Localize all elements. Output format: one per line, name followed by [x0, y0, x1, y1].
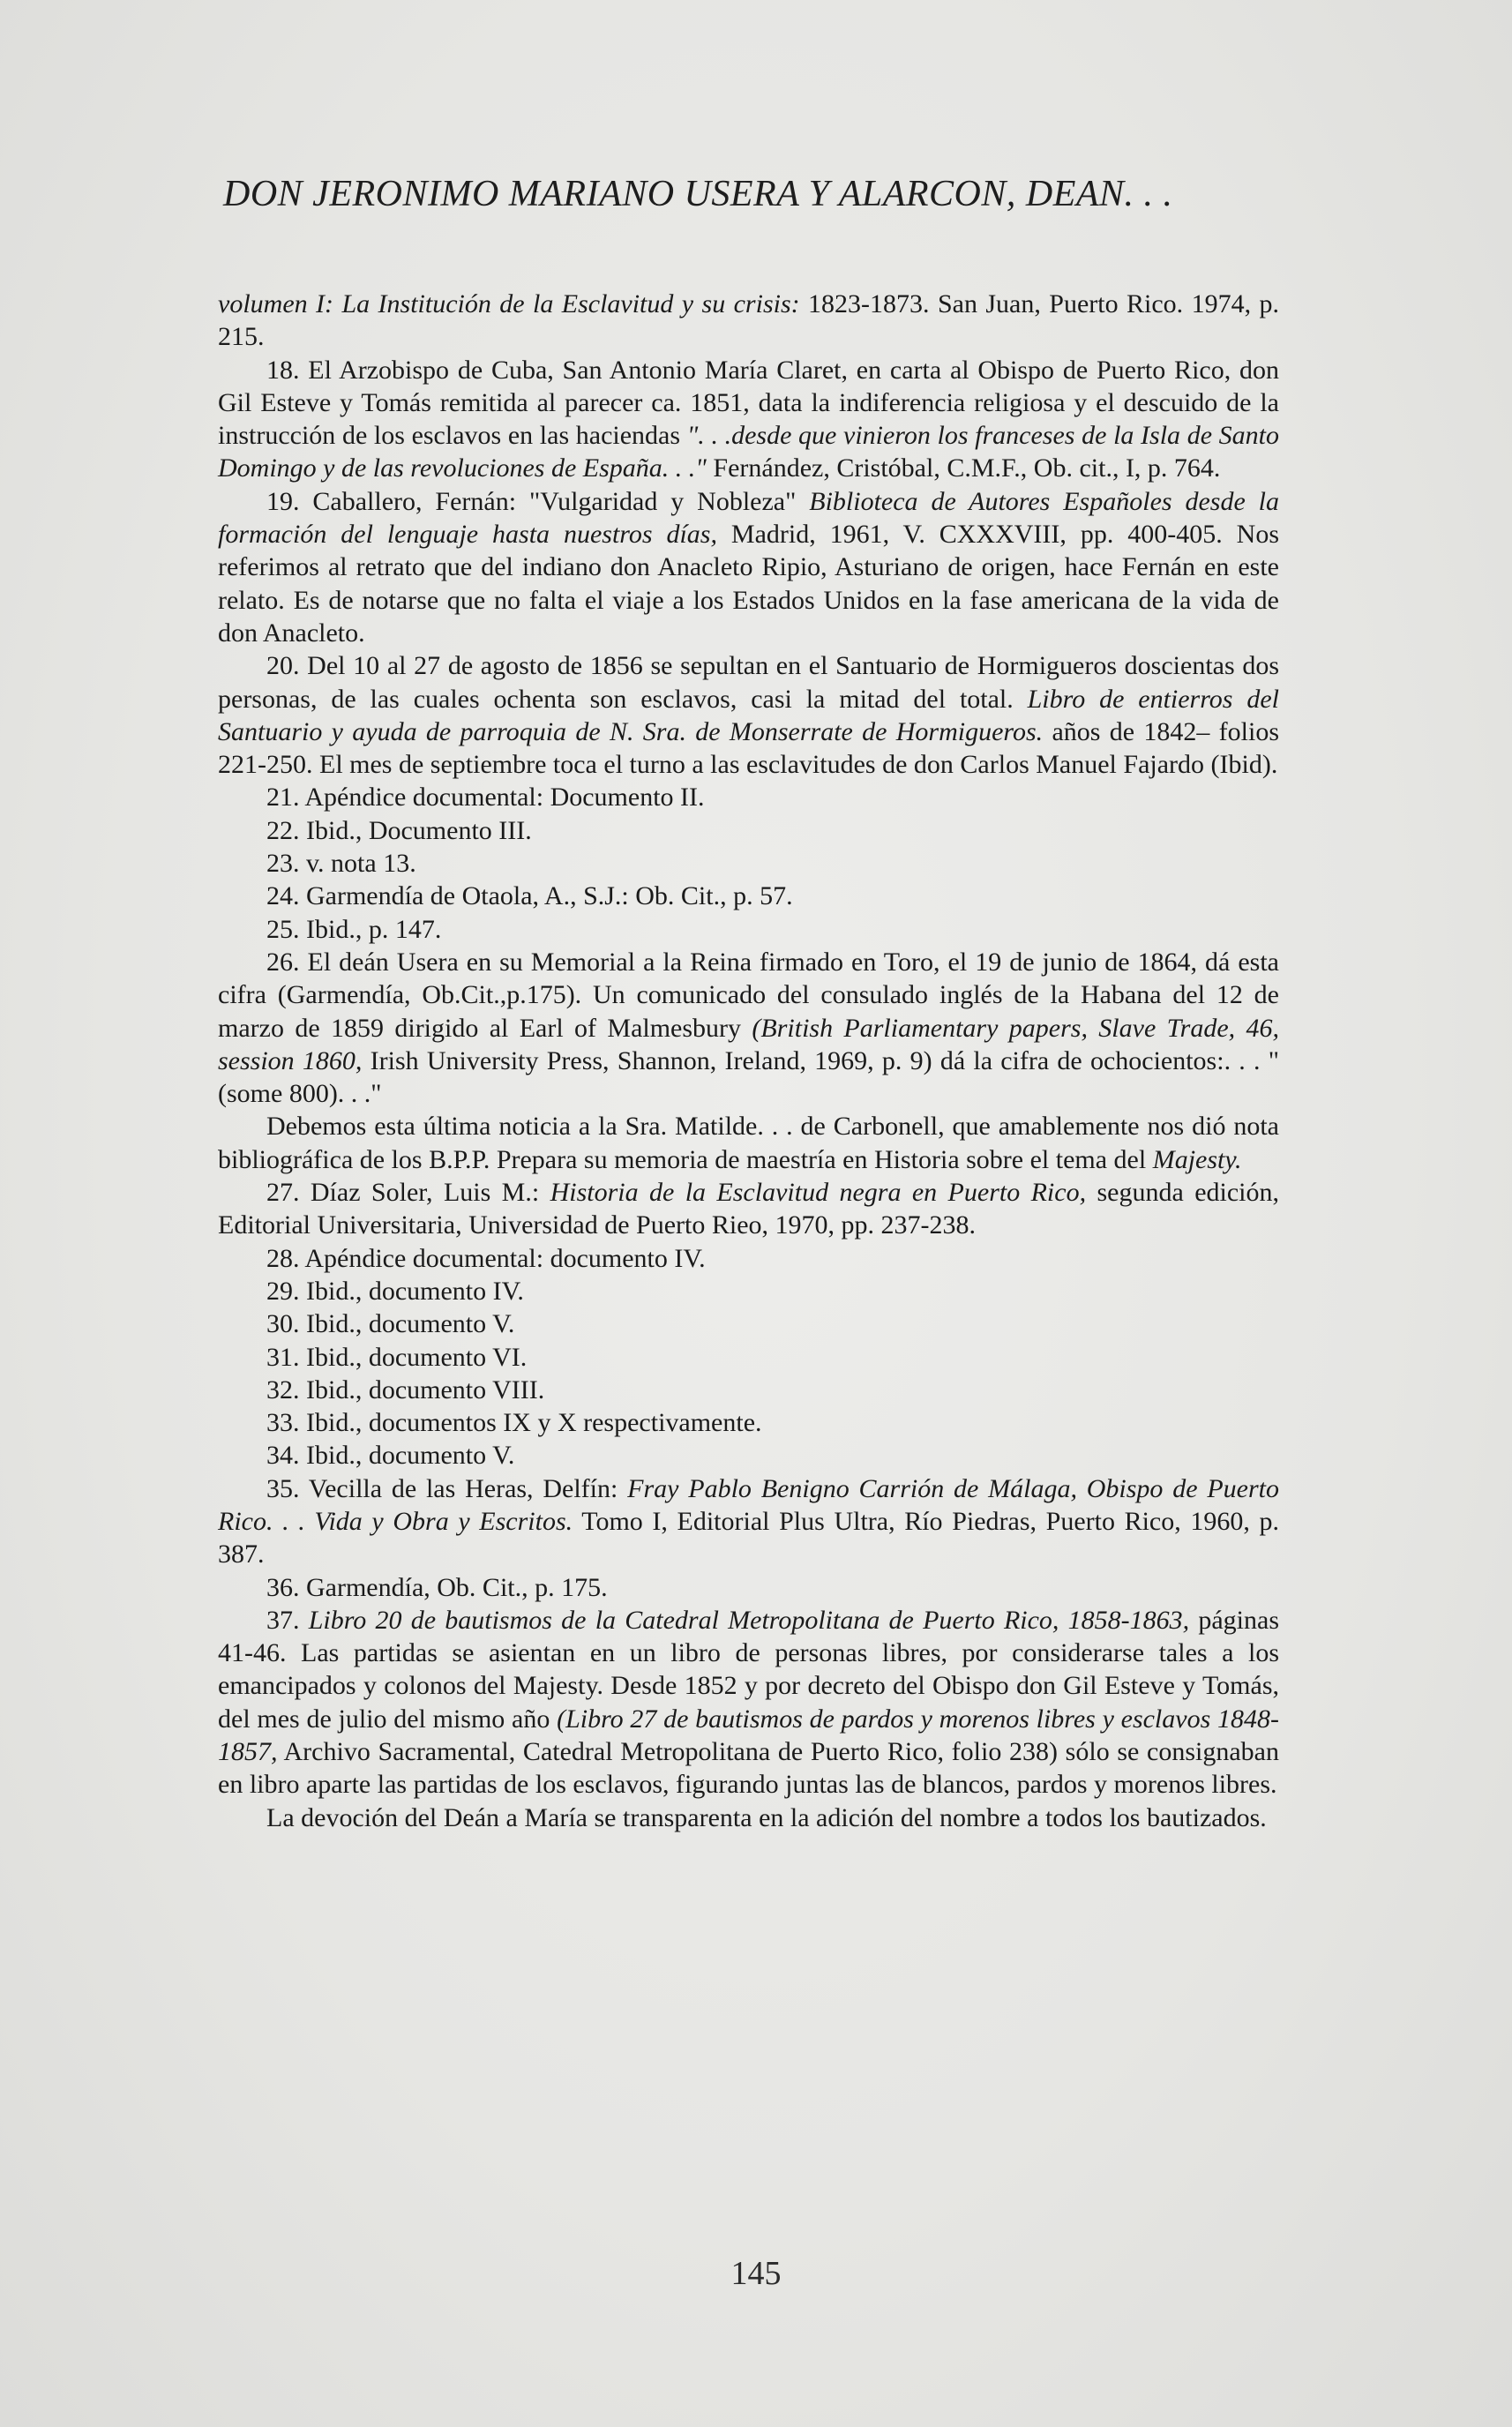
page-number: 145 [730, 2255, 782, 2292]
note-paragraph: 22. Ibid., Documento III. [266, 815, 532, 845]
note-paragraph: 20. Del 10 al 27 de agosto de 1856 se sepultan en el Santuario de Hormigueros doscientas dos personas, de las cuales ochenta son esclavos, casi la mitad del total. Libro de entierros del Santuario y ayuda de parroquia de N. Sra. de Monserrate de Hormigueros. años de 1842– folios 221-250. El mes de septiembre toca el turno a las esclavitudes de don Carlos Manuel Fajardo (Ibid). [218, 651, 1279, 780]
notes-body [218, 288, 1279, 1834]
note-paragraph: 21. Apéndice documental: Documento II. [266, 783, 705, 813]
note-paragraph: 35. Vecilla de las Heras, Delfín: Fray Pablo Benigno Carrión de Málaga, Obispo de Puerto Rico. . . Vida y Obra y Escritos. Tomo I, Editorial Plus Ultra, Río Piedras, Puerto Rico, 1960, p. 387. [218, 1473, 1280, 1569]
note-paragraph: 32. Ibid., documento VIII. [266, 1375, 545, 1405]
note-paragraph: 25. Ibid., p. 147. [266, 914, 442, 944]
running-head: DON JERONIMO MARIANO USERA Y ALARCON, DEAN. . . [223, 174, 1173, 214]
note-paragraph: 28. Apéndice documental: documento IV. [266, 1243, 706, 1273]
note-paragraph: La devoción del Deán a María se transparenta en la adición del nombre a todos los bautizados. [266, 1802, 1267, 1832]
note-paragraph: 31. Ibid., documento VI. [266, 1342, 528, 1372]
note-paragraph: 23. v. nota 13. [266, 849, 416, 879]
note-paragraph: 33. Ibid., documentos IX y X respectivamente. [266, 1408, 762, 1438]
note-paragraph: 30. Ibid., documento V. [266, 1309, 515, 1339]
note-paragraph: 36. Garmendía, Ob. Cit., p. 175. [266, 1572, 608, 1602]
note-paragraph: 29. Ibid., documento IV. [266, 1276, 524, 1306]
note-paragraph: Debemos esta última noticia a la Sra. Matilde. . . de Carbonell, que amablemente nos dió nota bibliográfica de los B.P.P. Prepara su memoria de maestría en Historia sobre el tema del Majesty. [218, 1112, 1279, 1174]
note-paragraph: 34. Ibid., documento V. [266, 1441, 515, 1471]
note-paragraph: 26. El deán Usera en su Memorial a la Reina firmado en Toro, el 19 de junio de 1864, dá esta cifra (Garmendía, Ob.Cit.,p.175). Un comunicado del consulado inglés de la Habana del 12 de marzo de 1859 dirigido al Earl of Malmesbury (British Parliamentary papers, Slave Trade, 46, session 1860, Irish University Press, Shannon, Ireland, 1969, p. 9) dá la cifra de ochocientos:. . . "(some 800). . ." [218, 947, 1280, 1109]
note-paragraph: 18. El Arzobispo de Cuba, San Antonio María Claret, en carta al Obispo de Puerto Rico, don Gil Esteve y Tomás remitida al parecer ca. 1851, data la indiferencia religiosa y el descuido de la instrucción de los esclavos en las haciendas ". . .desde que vinieron los franceses de la Isla de Santo Domingo y de las revoluciones de España. . ." Fernández, Cristóbal, C.M.F., Ob. cit., I, p. 764. [218, 355, 1280, 483]
note-paragraph: 19. Caballero, Fernán: "Vulgaridad y Nobleza" Biblioteca de Autores Españoles desde la formación del lenguaje hasta nuestros días, Madrid, 1961, V. CXXXVIII, pp. 400-405. Nos referimos al retrato que del indiano don Anacleto Ripio, Asturiano de origen, hace Fernán en este relato. Es de notarse que no falta el viaje a los Estados Unidos en la fase americana de la vida de don Anacleto. [218, 486, 1279, 648]
note-paragraph: volumen I: La Institución de la Esclavitud y su crisis: 1823-1873. San Juan, Puerto Rico. 1974, p. 215. [218, 289, 1279, 352]
note-paragraph: 37. Libro 20 de bautismos de la Catedral Metropolitana de Puerto Rico, 1858-1863, páginas 41-46. Las partidas se asientan en un libro de personas libres, por considerarse tales a los emancipados y colonos del Majesty. Desde 1852 y por decreto del Obispo don Gil Esteve y Tomás, del mes de julio del mismo año (Libro 27 de bautismos de pardos y morenos libres y esclavos 1848-1857, Archivo Sacramental, Catedral Metropolitana de Puerto Rico, folio 238) sólo se consignaban en libro aparte las partidas de los esclavos, figurando juntas las de blancos, pardos y morenos libres. [218, 1605, 1279, 1800]
note-paragraph: 27. Díaz Soler, Luis M.: Historia de la Esclavitud negra en Puerto Rico, segunda edición, Editorial Universitaria, Universidad de Puerto Rieo, 1970, pp. 237-238. [218, 1178, 1279, 1240]
note-paragraph: 24. Garmendía de Otaola, A., S.J.: Ob. Cit., p. 57. [266, 881, 793, 911]
